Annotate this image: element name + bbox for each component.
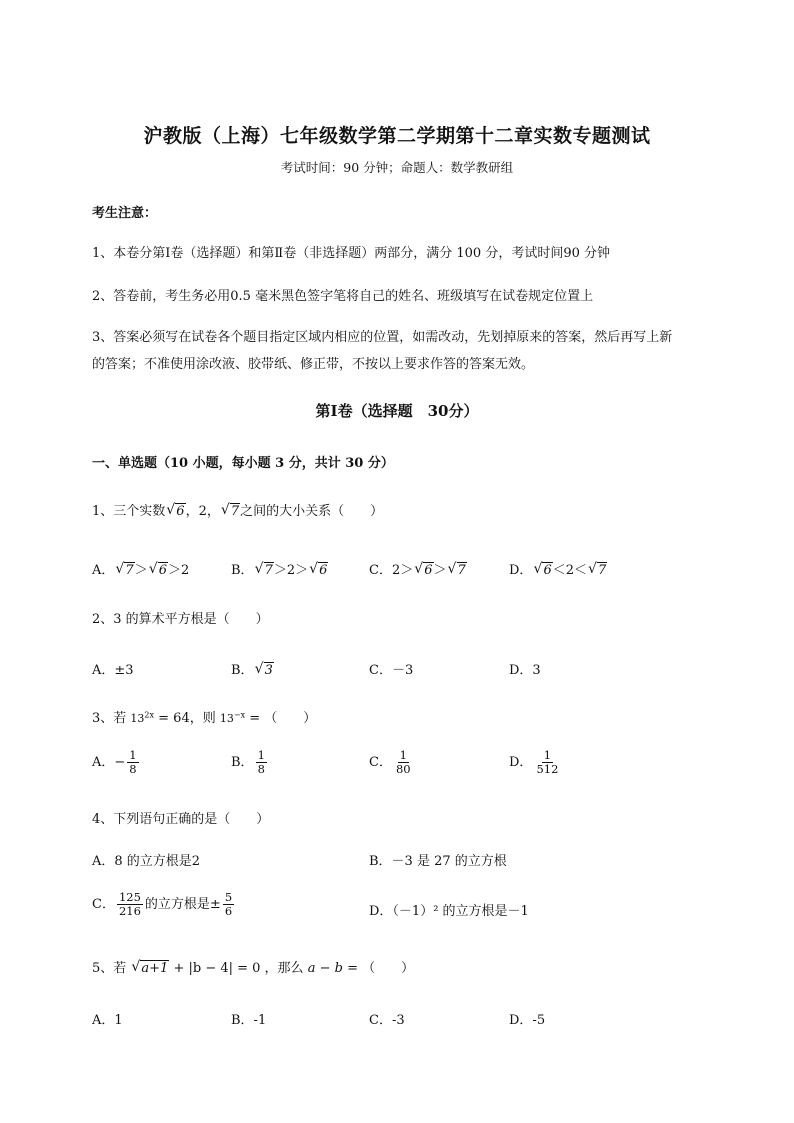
q4-option-d[interactable]: D．（－1）² 的立方根是－1 bbox=[369, 904, 529, 919]
question-1: 1、三个实数 √ 6，2， √ 7之间的大小关系（ ） bbox=[92, 502, 384, 519]
q5-option-b[interactable]: B．-1 bbox=[231, 1013, 267, 1028]
q4-option-b[interactable]: B．－3 是 27 的立方根 bbox=[369, 854, 507, 869]
q4-option-c[interactable]: C． $\frac{125}{216}$ 的立方根是± $\frac{5}{6}$ bbox=[92, 890, 233, 918]
notes-heading: 考生注意： bbox=[92, 206, 158, 221]
q3-option-a[interactable]: A．− $\frac{1}{8}$ bbox=[92, 748, 137, 776]
question-5: 5、若 √ a+1 + |b − 4| = 0 ，那么 a − b = （ ） bbox=[92, 959, 415, 976]
q3-option-c[interactable]: C． $\frac{1}{80}$ bbox=[369, 748, 411, 776]
q1-option-a[interactable]: A． √ 7＞ √ 6＞2 bbox=[92, 561, 190, 578]
q4-option-a[interactable]: A．8 的立方根是2 bbox=[92, 854, 201, 869]
question-3: 3、若 $13^{2x} = 64$，则 $13^{-x}$ = （ ） bbox=[92, 710, 317, 726]
q5-option-a[interactable]: A．1 bbox=[92, 1013, 123, 1028]
page-title: 沪教版（上海）七年级数学第二学期第十二章实数专题测试 bbox=[143, 125, 651, 147]
note-item-2: 2、答卷前，考生务必用0.5 毫米黑色签字笔将自己的姓名、班级填写在试卷规定位置上 bbox=[92, 289, 594, 304]
section-heading: 一、单选题（10 小题，每小题 3 分，共计 30 分） bbox=[92, 456, 394, 471]
q5-option-d[interactable]: D．-5 bbox=[509, 1013, 546, 1028]
q1-option-b[interactable]: B． √ 7＞2＞ √ 6 bbox=[231, 561, 328, 578]
q5-option-c[interactable]: C．-3 bbox=[369, 1013, 405, 1028]
page-subtitle: 考试时间：90 分钟；命题人：数学教研组 bbox=[280, 160, 514, 175]
question-2: 2、3 的算术平方根是（ ） bbox=[92, 612, 269, 627]
note-item-1: 1、本卷分第Ⅰ卷（选择题）和第Ⅱ卷（非选择题）两部分，满分 100 分，考试时间90 分钟 bbox=[92, 246, 610, 261]
q2-option-d[interactable]: D．3 bbox=[509, 663, 541, 678]
q1-option-d[interactable]: D． √ 6＜2＜ √ 7 bbox=[509, 561, 607, 578]
note-item-3: 3、答案必须写在试卷各个题目指定区域内相应的位置，如需改动，先划掉原来的答案，然后再写上新 bbox=[92, 330, 673, 345]
q3-option-b[interactable]: B． $\frac{1}{8}$ bbox=[231, 748, 265, 776]
part-title: 第Ⅰ卷（选择题 30分） bbox=[315, 402, 479, 420]
note-item-3-cont: 的答案；不准使用涂改液、胶带纸、修正带，不按以上要求作答的答案无效。 bbox=[92, 357, 535, 372]
q1-option-c[interactable]: C．2＞ √ 6＞ √ 7 bbox=[369, 561, 466, 578]
q2-option-a[interactable]: A．±3 bbox=[92, 663, 134, 678]
question-4: 4、下列语句正确的是（ ） bbox=[92, 812, 270, 827]
q2-option-c[interactable]: C．－3 bbox=[369, 663, 414, 678]
q2-option-b[interactable]: B． √ 3 bbox=[231, 661, 273, 678]
q3-option-d[interactable]: D． $\frac{1}{512}$ bbox=[509, 748, 559, 776]
